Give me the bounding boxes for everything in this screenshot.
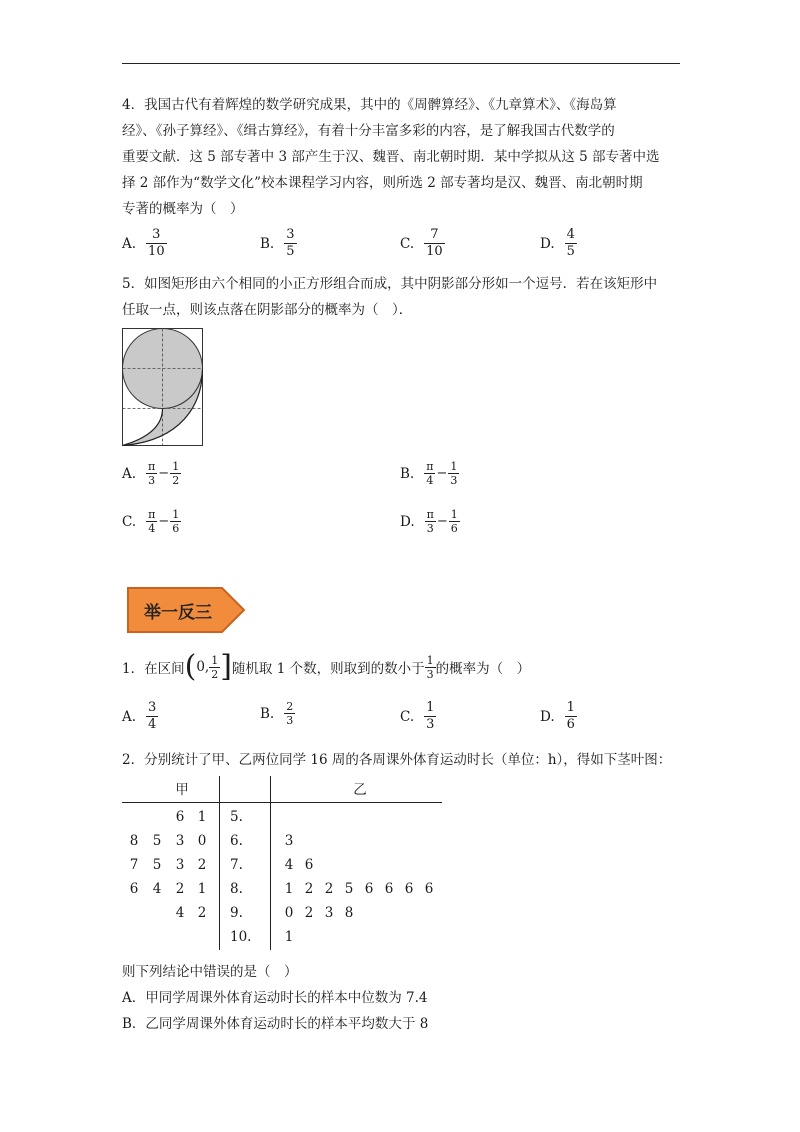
q4-option-c[interactable]: C. $\frac{7}{10}$ [400,227,443,259]
fraction: $\frac{4}{5}$ [566,227,575,259]
leaf-right: 1 [284,881,294,897]
q4-option-b[interactable]: B. $\frac{3}{5}$ [260,227,295,259]
leaf-left: 2 [175,881,185,897]
comma-figure [120,326,206,448]
leaf-left: 2 [197,905,207,921]
section-banner [126,586,246,634]
leaf-right: 3 [284,833,294,849]
fraction: $\frac{3}{10}$ [148,227,165,259]
q4-line: 经》、《孙子算经》、《缉古算经》，有着十分丰富多彩的内容，是了解我国古代数学的 [122,123,615,139]
leaf-left: 5 [152,857,162,873]
header-rule [122,63,680,64]
math-expression: $\frac{\pi}{4}$ − $\frac{1}{6}$ [148,508,180,535]
q5-line: 任取一点，则该点落在阴影部分的概率为（ ）． [122,302,413,318]
fraction: $\frac{1}{3}$ [426,700,435,732]
fraction: $\frac{3}{5}$ [286,227,295,259]
ex1-line: 1．在区间 ( 0, $\frac{1}{2}$ ] 随机取 1 个数，则取到的数小于 $\frac{1}{3}$ 的概率为（ ） [122,649,531,684]
ex1-option-a[interactable]: A. $\frac{3}{4}$ [122,700,157,732]
ex1-option-c[interactable]: C. $\frac{1}{3}$ [400,700,435,732]
banner-label: 举一反三 [144,602,212,623]
ex2-option-b[interactable]: B．乙同学周课外体育运动时长的样本平均数大于 8 [122,1016,429,1032]
leaf-right: 6 [304,857,314,873]
fraction: $\frac{1}{3}$ [426,653,434,681]
header-rule [122,802,442,803]
stem-value: 8. [230,881,243,897]
stem-value: 10. [230,929,252,945]
stem-value: 6. [230,833,243,849]
leaf-left: 1 [197,881,207,897]
separator-line [219,776,220,950]
interval-expression: ( 0, $\frac{1}{2}$ ] [184,649,232,684]
q5-option-a[interactable]: A. $\frac{\pi}{3}$ − $\frac{1}{2}$ [122,460,180,487]
ex2-line: 2．分别统计了甲、乙两位同学 16 周的各周课外体育运动时长（单位：h），得如下茎叶图： [122,752,672,768]
leaf-right: 2 [304,881,314,897]
leaf-left: 5 [152,833,162,849]
stem-leaf-plot [122,776,442,950]
q5-line: 5．如图矩形由六个相同的小正方形组合而成，其中阴影部分形如一个逗号．若在该矩形中 [122,276,658,292]
leaf-left: 6 [129,881,139,897]
math-expression: $\frac{\pi}{3}$ − $\frac{1}{2}$ [148,460,180,487]
math-expression: $\frac{\pi}{4}$ − $\frac{1}{3}$ [426,460,458,487]
leaf-left: 6 [175,809,185,825]
leaf-left: 4 [152,881,162,897]
fraction: $\frac{3}{4}$ [148,700,157,732]
q4-option-a[interactable]: A. $\frac{3}{10}$ [122,227,165,259]
q4-line: 重要文献．这 5 部专著中 3 部产生于汉、魏晋、南北朝时期．某中学拟从这 5 部专著中选 [122,149,660,165]
ex2-question: 则下列结论中错误的是（ ） [122,964,298,980]
stem-value: 9. [230,905,243,921]
fraction: $\frac{2}{3}$ [286,700,294,727]
leaf-right: 6 [424,881,434,897]
leaf-right: 6 [384,881,394,897]
ex2-option-a[interactable]: A．甲同学周课外体育运动时长的样本中位数为 7.4 [122,990,428,1006]
leaf-right: 2 [324,881,334,897]
leaf-right: 6 [364,881,374,897]
leaf-left: 3 [175,857,185,873]
q4-line: 专著的概率为（ ） [122,201,244,217]
q5-option-c[interactable]: C. $\frac{\pi}{4}$ − $\frac{1}{6}$ [122,508,180,535]
stem-value: 5. [230,809,243,825]
q5-option-b[interactable]: B. $\frac{\pi}{4}$ − $\frac{1}{3}$ [400,460,458,487]
fraction: $\frac{1}{6}$ [566,700,575,732]
leaf-right: 0 [284,905,294,921]
math-expression: $\frac{\pi}{3}$ − $\frac{1}{6}$ [426,508,458,535]
stem-value: 7. [230,857,243,873]
leaf-right: 1 [284,929,294,945]
q5-option-d[interactable]: D. $\frac{\pi}{3}$ − $\frac{1}{6}$ [400,508,458,535]
q4-line: 4．我国古代有着辉煌的数学研究成果，其中的《周髀算经》、《九章算术》、《海岛算 [122,97,617,113]
separator-line [270,776,271,950]
fraction: $\frac{7}{10}$ [426,227,443,259]
ex1-option-b[interactable]: B. $\frac{2}{3}$ [260,700,294,727]
header-left-label: 甲 [175,782,189,798]
leaf-left: 4 [175,905,185,921]
leaf-left: 0 [197,833,207,849]
leaf-left: 3 [175,833,185,849]
q4-option-d[interactable]: D. $\frac{4}{5}$ [540,227,575,259]
leaf-right: 5 [344,881,354,897]
leaf-right: 8 [344,905,354,921]
leaf-right: 2 [304,905,314,921]
leaf-left: 8 [129,833,139,849]
leaf-left: 7 [129,857,139,873]
leaf-left: 2 [197,857,207,873]
leaf-right: 3 [324,905,334,921]
q4-line: 择 2 部作为“数学文化”校本课程学习内容，则所选 2 部专著均是汉、魏晋、南北朝时期 [122,175,643,191]
leaf-right: 6 [404,881,414,897]
leaf-right: 4 [284,857,294,873]
header-right-label: 乙 [353,782,367,798]
leaf-left: 1 [197,809,207,825]
ex1-option-d[interactable]: D. $\frac{1}{6}$ [540,700,575,732]
